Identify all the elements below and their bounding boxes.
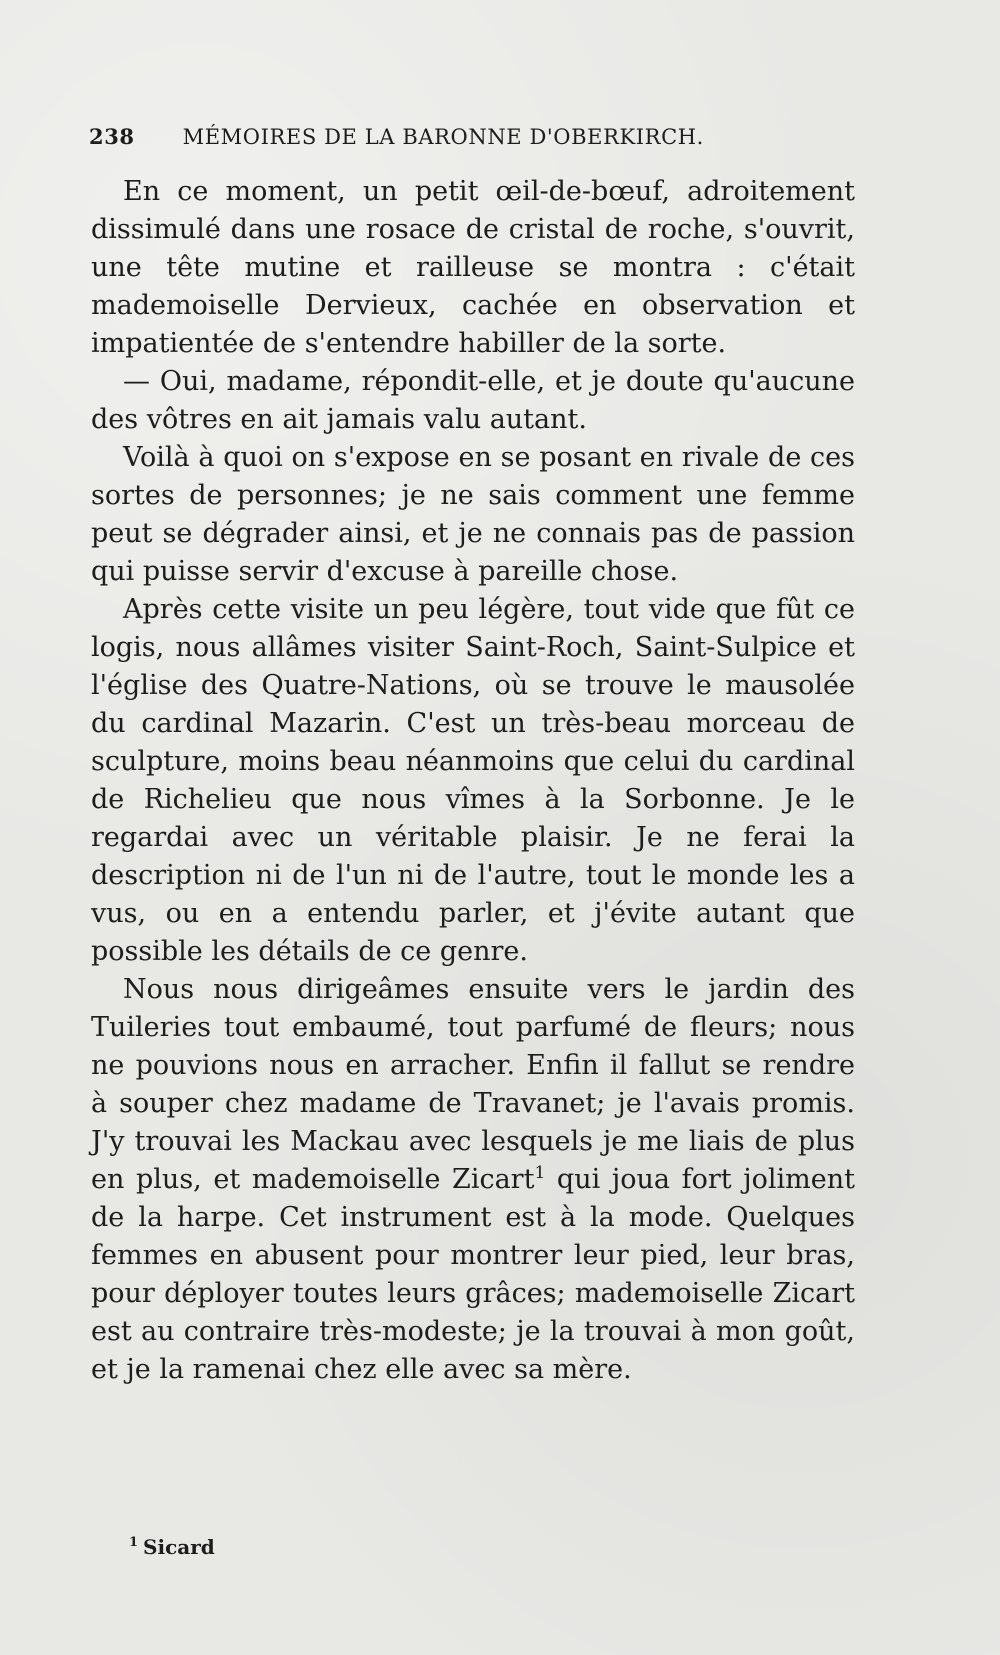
footnote-marker: 1 [534,1163,546,1183]
paragraph [91,971,855,1389]
paragraph: En ce moment, un petit œil-de-bœuf, adroitement dissimulé dans une rosace de cristal de roche, s'ouvrit, une tête mutine et railleuse se montra : c'était mademoiselle Dervieux, cachée en observation et impatientée de s'entendre habiller de la sorte. [91,176,855,359]
paragraph: — Oui, madame, répondit-elle, et je doute qu'aucune des vôtres en ait jamais valu autant. [91,366,855,435]
footnote-text: Sicard [143,1535,215,1559]
paragraph-text: qui joua fort joliment de la harpe. Cet instrument est à la mode. Quelques femmes en abusent pour montrer leur pied, leur bras, pour déployer toutes leurs grâces; mademoiselle Zicart est au contraire très-modeste; je la trouvai à mon goût, et je la ramenai chez elle avec sa mère. [91,1164,855,1385]
paragraph: Voilà à quoi on s'expose en se posant en rivale de ces sortes de personnes; je ne sais comment une femme peut se dégrader ainsi, et je ne connais pas de passion qui puisse servir d'excuse à pareille chose. [91,442,855,587]
footnote-number: 1 [129,1535,139,1551]
paragraph: Après cette visite un peu légère, tout vide que fût ce logis, nous allâmes visiter Saint-Roch, Saint-Sulpice et l'église des Quatre-Nations, où se trouve le mausolée du cardinal Mazarin. C'est un très-beau morceau de sculpture, moins beau néanmoins que celui du cardinal de Richelieu que nous vîmes à la Sorbonne. Je le regardai avec un véritable plaisir. Je ne ferai la description ni de l'un ni de l'autre, tout le monde les a vus, ou en a entendu parler, et j'évite autant que possible les détails de ce genre. [91,594,855,967]
page-number: 238 [89,124,135,149]
page-header [89,124,849,149]
footnote [129,1535,215,1559]
paragraph-text: Nous nous dirigeâmes ensuite vers le jardin des Tuileries tout embaumé, tout parfumé de fleurs; nous ne pouvions nous en arracher. Enfin il fallut se rendre à souper chez madame de Travanet; je l'avais promis. J'y trouvai les Mackau avec lesquels je me liais de plus en plus, et mademoiselle Zicart [91,974,855,1195]
body-text [91,173,855,1389]
running-title: MÉMOIRES DE LA BARONNE D'OBERKIRCH. [182,125,704,149]
